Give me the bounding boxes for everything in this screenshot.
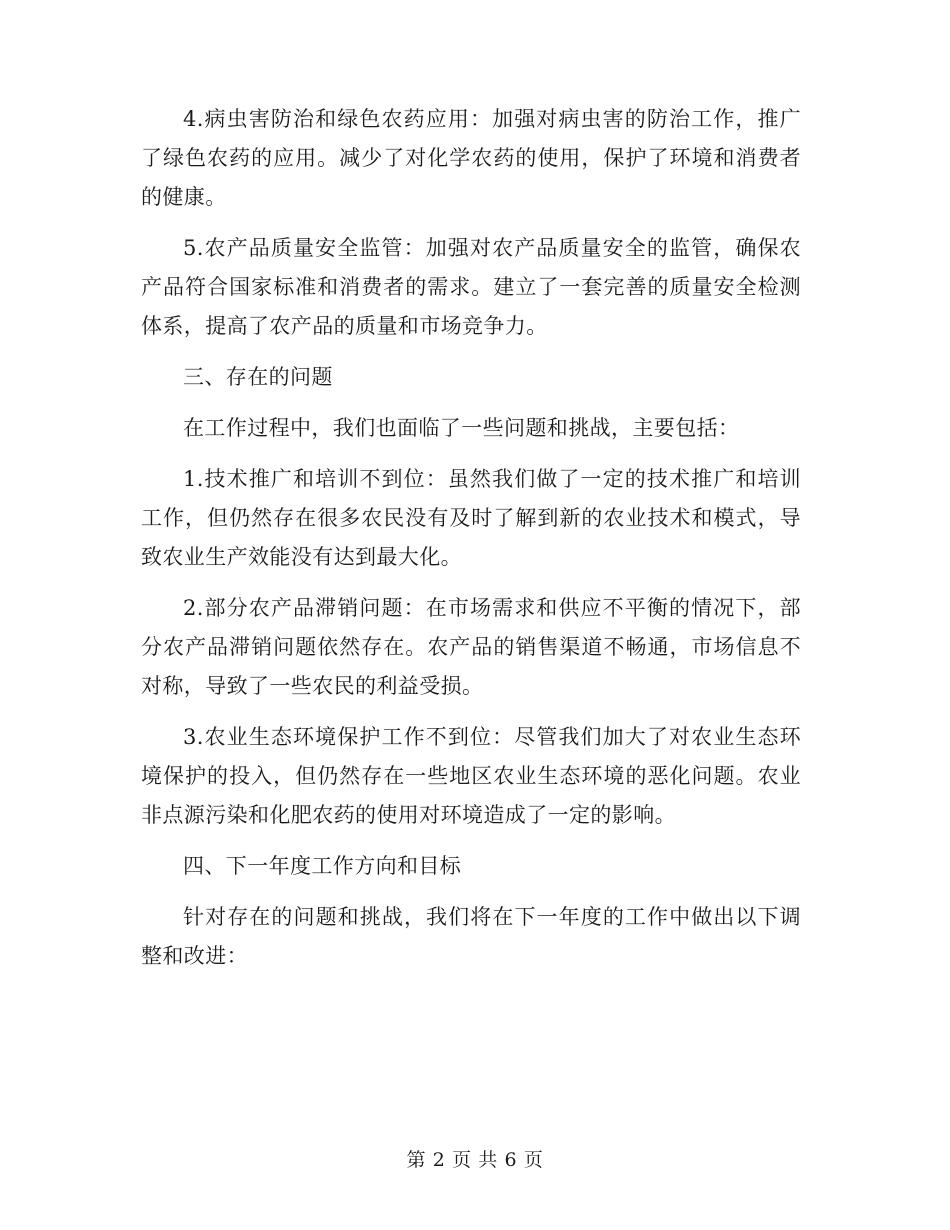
paragraph-quality-supervision: 5.农产品质量安全监管：加强对农产品质量安全的监管，确保农产品符合国家标准和消费者的需求。建立了一套完善的质量安全检测体系，提高了农产品的质量和市场竞争力。 [141, 236, 801, 338]
paragraph-next-year-intro: 针对存在的问题和挑战，我们将在下一年度的工作中做出以下调整和改进： [141, 905, 801, 968]
section-heading-next-year: 四、下一年度工作方向和目标 [183, 854, 462, 878]
section-heading-problems: 三、存在的问题 [183, 365, 333, 389]
paragraph-unsold-products: 2.部分农产品滞销问题：在市场需求和供应不平衡的情况下，部分农产品滞销问题依然存在。农产品的销售渠道不畅通，市场信息不对称，导致了一些农民的利益受损。 [141, 596, 801, 698]
page-footer: 第 2 页 共 6 页 [406, 1149, 544, 1171]
paragraph-ecology-issue: 3.农业生态环境保护工作不到位：尽管我们加大了对农业生态环境保护的投入，但仍然存在一些地区农业生态环境的恶化问题。农业非点源污染和化肥农药的使用对环境造成了一定的影响。 [141, 725, 801, 827]
document-body [141, 100, 801, 988]
paragraph-training-issue: 1.技术推广和培训不到位：虽然我们做了一定的技术推广和培训工作，但仍然存在很多农民没有及时了解到新的农业技术和模式，导致农业生产效能没有达到最大化。 [141, 467, 801, 569]
paragraph-problems-intro: 在工作过程中，我们也面临了一些问题和挑战，主要包括： [183, 416, 740, 440]
paragraph-pest-control: 4.病虫害防治和绿色农药应用：加强对病虫害的防治工作，推广了绿色农药的应用。减少了对化学农药的使用，保护了环境和消费者的健康。 [141, 107, 801, 209]
